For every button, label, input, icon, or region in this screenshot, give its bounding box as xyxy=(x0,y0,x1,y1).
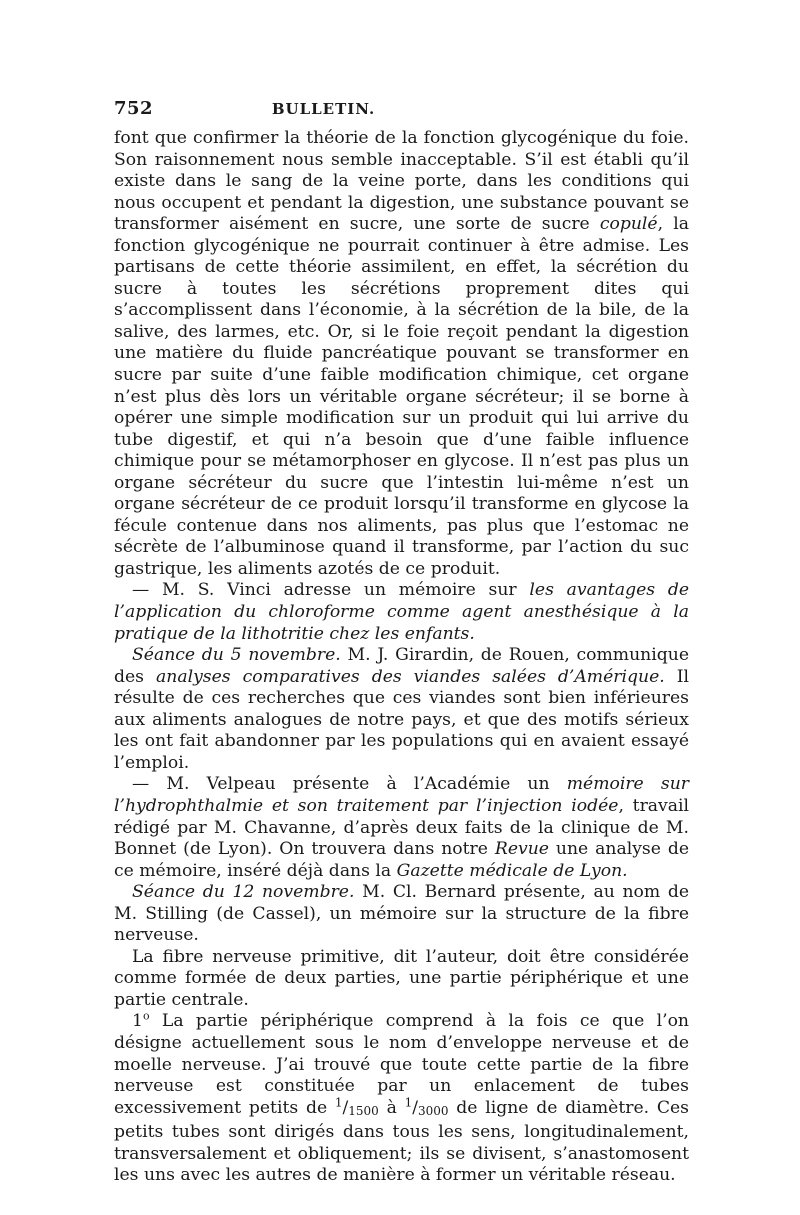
page-number: 752 xyxy=(114,98,154,119)
fraction-1-3000: $^1/_{3000}$ xyxy=(404,1094,449,1118)
paragraph-seance-12-novembre: Séance du 12 novembre. M. Cl. Bernard présente, au nom de M. Stilling (de Cassel), un mémoire sur la structure de la fibre nerveuse. xyxy=(114,882,689,946)
paragraph-fibre-nerveuse: La fibre nerveuse primitive, dit l’auteur, doit être considérée comme formée de deux parties, une partie périphérique et une partie centrale. xyxy=(114,946,689,1010)
fraction-1-1500: $^1/_{1500}$ xyxy=(334,1094,379,1118)
paragraph-velpeau: — M. Velpeau présente à l’Académie un mémoire sur l’hydrophthalmie et son traitement par l’injection iodée, travail rédigé par M. Chavanne, d’après deux faits de la clinique de M. Bonnet (de Lyon). On trouvera dans notre Revue une analyse de ce mémoire, inséré déjà dans la Gazette médicale de Lyon. xyxy=(114,774,689,881)
paragraph-seance-5-novembre: Séance du 5 novembre. M. J. Girardin, de Rouen, communique des analyses comparatives des viandes salées d’Amérique. Il résulte de ces recherches que ces viandes sont bien inférieures aux aliments analogues de notre pays, et que des motifs sérieux les ont fait abandonner par les populations qui en avaient essayé l’emploi. xyxy=(114,645,690,773)
paragraph-partie-peripherique: 1$^o$ La partie périphérique comprend à la fois ce que l’on désigne actuellement sous le nom d’enveloppe nerveuse et de moelle nerveuse. J’ai trouvé que toute cette partie de la fibre nerveuse est constituée par un enlacement de tubes excessivement petits de $^1/_{1500}$ à $^1/_{3000}$ de ligne de diamètre. Ces petits tubes sont dirigés dans tous les sens, longitudinalement, transversalement et obliquement; ils se divisent, s’anastomosent les uns avec les autres de manière à former un véritable réseau. xyxy=(114,1009,690,1186)
paragraph-vinci: — M. S. Vinci adresse un mémoire sur les avantages de l’application du chloroforme comme agent anesthésique à la pratique de la lithotritie chez les enfants. xyxy=(114,580,689,644)
body-text xyxy=(114,128,689,1187)
running-title: BULLETIN. xyxy=(271,100,376,118)
paragraph-glycogenic: font que confirmer la théorie de la fonction glycogénique du foie. Son raisonnement nous semble inacceptable. S’il est établi qu’il existe dans le sang de la veine porte, dans les conditions qui nous occupent et pendant la digestion, une substance pouvant se transformer aisément en sucre, une sorte de sucre copulé, la fonction glycogénique ne pourrait continuer à être admise. Les partisans de cette théorie assimilent, en effet, la sécrétion du sucre à toutes les sécrétions proprement dites qui s’accomplissent dans l’économie, à la sécrétion de la bile, de la salive, des larmes, etc. Or, si le foie reçoit pendant la digestion une matière du fluide pancréatique pouvant se transformer en sucre par suite d’une faible modification chimique, cet organe n’est plus dès lors un véritable organe sécréteur; il se borne à opérer une simple modification sur un produit qui lui arrive du tube digestif, et qui n’a besoin que d’une faible influence chimique pour se métamorphoser en glycose. Il n’est pas plus un organe sécréteur du sucre que l’intestin lui-même n’est un organe sécréteur de ce produit lorsqu’il transforme en glycose la fécule contenue dans nos aliments, pas plus que l’estomac ne sécrète de l’albuminose quand il transforme, par l’action du suc gastrique, les aliments azotés de ce produit. xyxy=(114,128,689,579)
page-header xyxy=(114,98,694,119)
